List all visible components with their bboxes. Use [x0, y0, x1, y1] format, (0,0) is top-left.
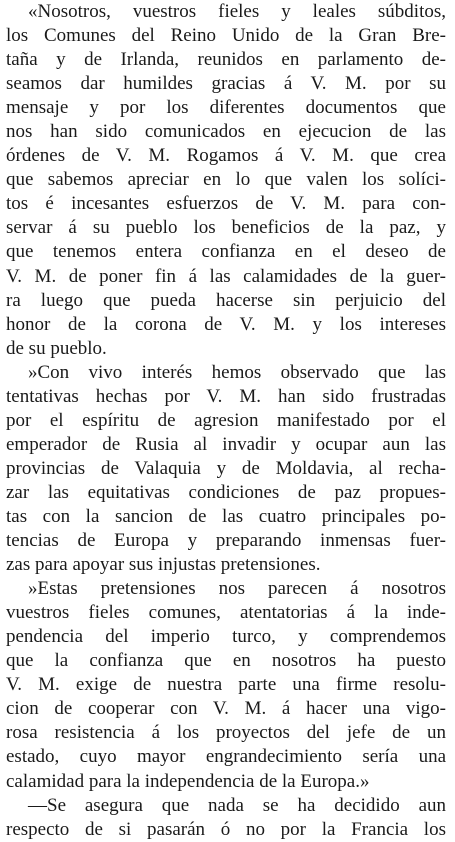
- text-line: respecto de si pasarán ó no por la Francia los: [6, 818, 446, 840]
- text-line: pendencia del imperio turco, y comprendemos: [6, 626, 446, 648]
- article-column: [6, 0, 446, 842]
- text-line: seamos dar humildes gracias á V. M. por su: [6, 73, 446, 95]
- text-line: provincias de Valaquia y de Moldavia, al recha-: [6, 457, 446, 479]
- text-line: que sabemos apreciar en lo que valen los solíci-: [6, 169, 446, 191]
- text-line: rosa resistencia á los proyectos del jefe de un: [6, 722, 446, 744]
- paragraph-france-passage: [6, 794, 446, 842]
- text-line: ra luego que pueda hacerse sin perjuicio del: [6, 289, 446, 311]
- text-line: que tenemos entera confianza en el deseo de: [6, 241, 446, 263]
- paragraph-russia-aggression: [6, 361, 446, 577]
- text-line: V. M. de poner fin á las calamidades de la guer-: [6, 265, 446, 287]
- text-line: tas con la sancion de las cuatro principales po-: [6, 505, 446, 527]
- text-line: V. M. exige de nuestra parte una firme resolu-: [6, 674, 446, 696]
- text-line: «Nosotros, vuestros fieles y leales súbditos,: [28, 1, 446, 22]
- text-line: zar las equitativas condiciones de paz propues-: [6, 481, 446, 503]
- text-line: estado, cuyo mayor engrandecimiento sería una: [6, 746, 446, 768]
- text-line: que la confianza que en nosotros ha puesto: [6, 650, 446, 672]
- text-line: servar á su pueblo los beneficios de la paz, y: [6, 217, 446, 239]
- text-line: calamidad para la independencia de la Europa.»: [6, 770, 370, 792]
- text-line: »Con vivo interés hemos observado que las: [28, 361, 446, 383]
- text-line: órdenes de V. M. Rogamos á V. M. que crea: [6, 145, 446, 167]
- text-line: »Estas pretensiones nos parecen á nosotros: [28, 578, 446, 600]
- text-line: vuestros fieles comunes, atentatorias á la inde-: [6, 602, 446, 624]
- text-line: tentativas hechas por V. M. han sido frustradas: [6, 385, 446, 407]
- text-line: tos é incesantes esfuerzos de V. M. para con-: [6, 193, 446, 215]
- text-line: cion de cooperar con V. M. á hacer una vigo-: [6, 698, 446, 720]
- text-line: por el espíritu de agresion manifestado por el: [6, 409, 446, 431]
- text-line: —Se asegura que nada se ha decidido aun: [28, 794, 446, 816]
- text-line: de su pueblo.: [6, 337, 107, 359]
- text-line: emperador de Rusia al invadir y ocupar aun las: [6, 433, 446, 455]
- text-line: tencias de Europa y preparando inmensas fuer-: [6, 530, 446, 552]
- text-line: mensaje y por los diferentes documentos que: [6, 97, 446, 119]
- paragraph-turkish-independence: [6, 577, 446, 793]
- text-line: los Comunes del Reino Unido de la Gran Bre-: [6, 25, 446, 47]
- text-line: nos han sido comunicados en ejecucion de las: [6, 121, 446, 143]
- text-line: honor de la corona de V. M. y los intereses: [6, 313, 446, 335]
- paragraph-address-opening: [6, 0, 446, 361]
- text-line: zas para apoyar sus injustas pretensiones.: [6, 554, 321, 576]
- text-line: taña y de Irlanda, reunidos en parlamento de-: [6, 49, 446, 71]
